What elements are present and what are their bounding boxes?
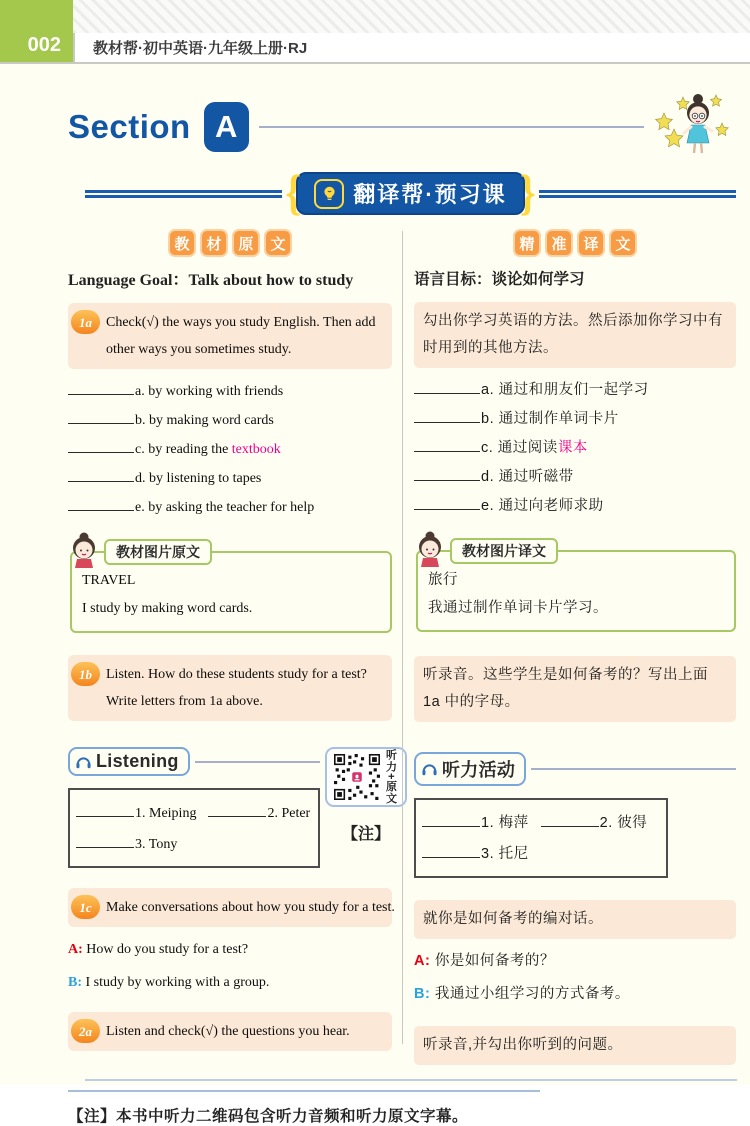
answer-blank: [68, 498, 134, 511]
answer-blank: [68, 382, 134, 395]
banner-right-brace: }: [519, 163, 536, 220]
lesson-banner-row: [85, 163, 736, 220]
picture-box-label: 教材图片译文: [450, 538, 558, 564]
headphones-icon: [75, 754, 92, 770]
header-stripe-pattern: [73, 0, 750, 33]
textbook-picture-translation-box: [416, 543, 736, 632]
picture-caption: I study by making word cards.: [82, 601, 253, 616]
list-item: a. 通过和朋友们一起学习: [414, 377, 736, 404]
section-divider-line: [259, 126, 644, 128]
book-title: 教材帮·初中英语·九年级上册·RJ: [73, 33, 750, 62]
list-item: b. 通过制作单词卡片: [414, 406, 736, 433]
task-1b-badge: 1b: [71, 662, 100, 686]
translation-tag: 精 准 译 文: [414, 229, 736, 257]
task-1c: 1c Make conversations about how you study for a test.: [68, 888, 392, 927]
answer-blank: [76, 835, 134, 848]
girl-avatar-icon: [65, 531, 103, 571]
page-header: [0, 0, 750, 64]
list-item: d. by listening to tapes: [68, 465, 392, 492]
audio-qr-code: [325, 747, 407, 807]
answer-blank: [208, 804, 266, 817]
answer-blank: [414, 410, 480, 423]
answer-blank: [414, 439, 480, 452]
answer-blank: [68, 440, 134, 453]
listening-lead-line: [195, 761, 320, 763]
list-item: c. 通过阅读课本: [414, 435, 736, 462]
answer-blank: [414, 381, 480, 394]
banner-left-brace: {: [285, 163, 302, 220]
task-1b-cn: 听录音。这些学生是如何备考的？写出上面 1a 中的字母。: [414, 656, 736, 722]
headphones-icon: [421, 761, 438, 777]
note-mark: 【注】: [341, 826, 390, 843]
answer-blank: [541, 814, 599, 827]
dialogue-line-a: A: How do you study for a test?: [68, 942, 249, 957]
list-item: e. by asking the teacher for help: [68, 494, 392, 521]
footnote-text: 【注】本书中听力二维码包含听力音频和听力原文字幕。: [68, 1108, 469, 1125]
list-item: b. by making word cards: [68, 407, 392, 434]
list-item: e. 通过向老师求助: [414, 493, 736, 520]
study-ways-list: [68, 378, 392, 521]
lightbulb-icon: [314, 179, 344, 209]
qr-code-icon: [334, 754, 380, 800]
picture-caption: TRAVEL: [82, 573, 136, 588]
dialogue-line-a-cn: A: 你是如何备考的？: [414, 953, 555, 969]
listening-activity-tag: 听力活动: [414, 752, 526, 786]
section-title-row: [68, 96, 736, 158]
original-text-column: [68, 225, 397, 1074]
answer-blank: [76, 804, 134, 817]
answer-blank: [414, 468, 480, 481]
picture-caption: 我通过制作单词卡片学习。: [428, 600, 608, 616]
column-divider: [402, 231, 403, 1044]
answer-blank: [68, 411, 134, 424]
task-2a-cn: 听录音,并勾出你听到的问题。: [414, 1026, 736, 1065]
listening-answer-box-cn: 1. 梅萍 2. 彼得 3. 托尼: [414, 798, 668, 878]
answer-blank: [422, 814, 480, 827]
answer-blank: [68, 469, 134, 482]
content-columns: [68, 225, 736, 1074]
task-1c-badge: 1c: [71, 895, 100, 919]
qr-code-label: 听力+原文: [384, 749, 397, 805]
listening-answer-box: 1. Meiping 2. Peter 3. Tony: [68, 788, 320, 868]
section-letter-badge: A: [204, 102, 249, 152]
study-ways-list-cn: [414, 377, 736, 520]
task-2a-badge: 2a: [71, 1019, 100, 1043]
banner-right-lines: [539, 190, 736, 198]
banner-left-lines: [85, 190, 282, 198]
language-goal-cn: 语言目标：谈论如何学习: [414, 271, 585, 288]
task-1a: 1a Check(√) the ways you study English. Then add other ways you sometimes study.: [68, 303, 392, 369]
task-1a-badge: 1a: [71, 310, 100, 334]
girl-avatar-icon: [411, 530, 449, 570]
answer-blank: [414, 497, 480, 510]
dialogue-line-b-cn: B: 我通过小组学习的方式备考。: [414, 986, 630, 1002]
footnote-rule: [68, 1090, 540, 1092]
translation-column: [414, 225, 736, 1074]
original-text-tag: 教 材 原 文: [68, 229, 392, 257]
banner-title: 翻译帮·预习课: [353, 182, 507, 207]
listening-section: [68, 747, 397, 868]
task-2a: 2a Listen and check(√) the questions you hear.: [68, 1012, 392, 1051]
listening-tag: Listening: [68, 747, 190, 776]
fairy-girl-illustration: [650, 91, 736, 163]
listening-lead-line: [531, 768, 736, 770]
answer-blank: [422, 845, 480, 858]
page-number: 002: [0, 0, 73, 62]
lesson-banner: [285, 163, 536, 220]
textbook-picture-original-box: [70, 544, 392, 633]
language-goal: Language Goal：Talk about how to study: [68, 272, 354, 289]
dialogue-line-b: B: I study by working with a group.: [68, 975, 270, 990]
list-item: d. 通过听磁带: [414, 464, 736, 491]
section-word: Section: [68, 108, 191, 145]
list-item: a. by working with friends: [68, 378, 392, 405]
task-1a-cn: 勾出你学习英语的方法。然后添加你学习中有时用到的其他方法。: [414, 302, 736, 368]
task-1b: 1b Listen. How do these students study for a test? Write letters from 1a above.: [68, 655, 392, 721]
list-item: c. by reading the textbook: [68, 436, 392, 463]
picture-caption: 旅行: [428, 572, 458, 588]
page-bottom-line: [85, 1079, 737, 1081]
task-1c-cn: 就你是如何备考的编对话。: [414, 900, 736, 939]
picture-box-label: 教材图片原文: [104, 539, 212, 565]
